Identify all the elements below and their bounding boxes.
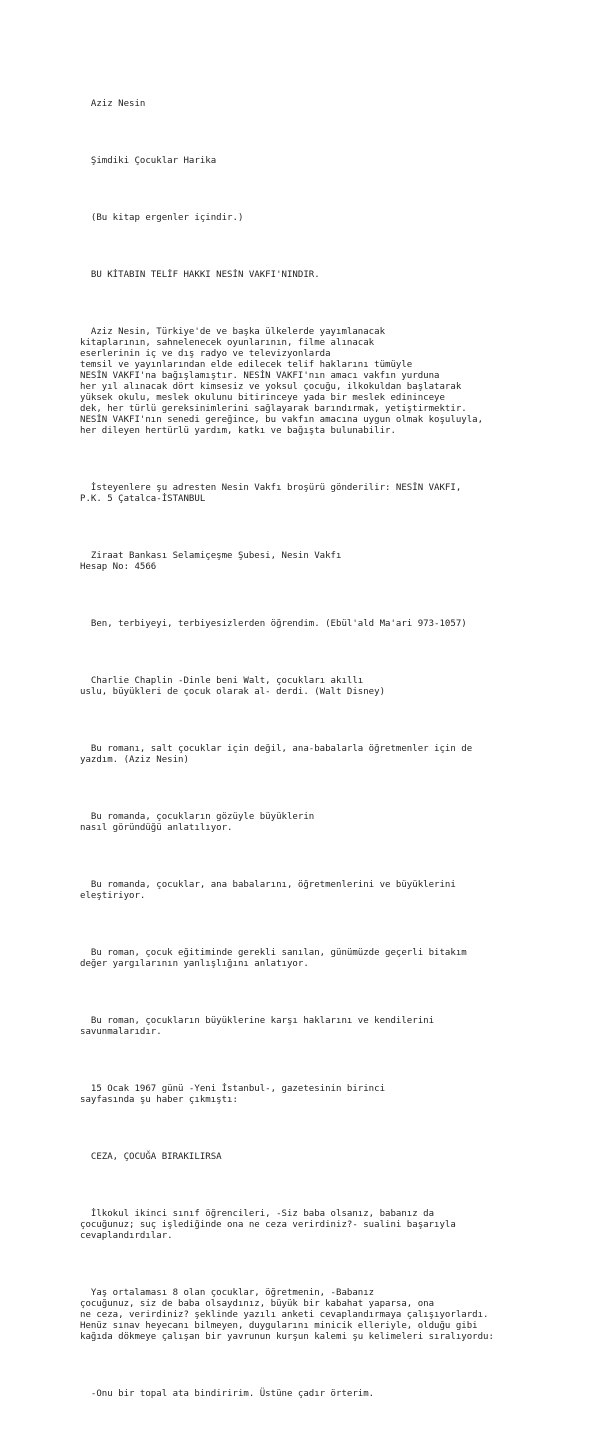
text-line: Aziz Nesin, Türkiye'de ve başka ülkelerde yayımlanacak [80, 327, 386, 337]
text-line: savunmalarıdır. [80, 1027, 162, 1037]
text-line: P.K. 5 Çatalca-İSTANBUL [80, 494, 206, 504]
book-title [80, 156, 600, 167]
epigraph-maari [80, 619, 600, 630]
text-line: BU KİTABIN TELİF HAKKI NESİN VAKFI'NINDIR. [80, 270, 320, 280]
text-line: Henüz sınav heyecanı bilmeyen, duygularını minicik elleriyle, olduğu gibi [80, 1321, 478, 1331]
novel-description-3 [80, 948, 600, 970]
text-line: eserlerinin iç ve dış radyo ve televizyonlarda [80, 349, 331, 359]
news-headline [80, 1152, 600, 1163]
text-line: (Bu kitap ergenler içindir.) [80, 213, 244, 223]
copyright-notice [80, 270, 600, 281]
text-line: çocuğunuz, siz de baba olsaydınız, büyük bir kabahat yaparsa, ona [80, 1299, 435, 1309]
text-line: Bu romanda, çocukların gözüyle büyüklerin [80, 812, 315, 822]
child-answer [80, 1389, 600, 1400]
text-line: Bu roman, çocuk eğitiminde gerekli sanılan, günümüzde geçerli bitakım [80, 948, 467, 958]
text-line: değer yargılarının yanlışlığını anlatıyor. [80, 959, 309, 969]
text-line: eleştiriyor. [80, 891, 146, 901]
text-line: her dileyen hertürlü yardım, katkı ve bağışta bulunabilir. [80, 426, 396, 436]
text-line: ne ceza, verirdiniz? şeklinde yazılı anketi cevaplandırmaya çalışıyorlardı. [80, 1310, 489, 1320]
text-line: dek, her türlü gereksinimlerini sağlayarak barındırmak, yetiştirmektir. [80, 404, 467, 414]
text-line: sayfasında şu haber çıkmıştı: [80, 1095, 238, 1105]
text-line: Bu romanı, salt çocuklar için değil, ana-babalarla öğretmenler için de [80, 744, 473, 754]
text-line: uslu, büyükleri de çocuk olarak al- derdi. (Walt Disney) [80, 687, 386, 697]
foundation-paragraph [80, 327, 600, 437]
novel-description-4 [80, 1016, 600, 1038]
text-line: Şimdiki Çocuklar Harika [80, 156, 217, 166]
text-line: İlkokul ikinci sınıf öğrencileri, -Siz baba olsanız, babanız da [80, 1209, 435, 1219]
epigraph-chaplin [80, 676, 600, 698]
audience-note [80, 213, 600, 224]
text-line: yüksek okulu, meslek okulunu bitirinceye yada bir meslek edininceye [80, 393, 445, 403]
text-line: CEZA, ÇOCUĞA BIRAKILIRSA [80, 1152, 222, 1162]
text-line: Yaş ortalaması 8 olan çocuklar, öğretmenin, -Babanız [80, 1288, 375, 1298]
text-line: Hesap No: 4566 [80, 562, 157, 572]
text-line: NESİN VAKFI'na bağışlamıştır. NESİN VAKFI'nın amacı vakfın yurduna [80, 371, 440, 381]
text-line: cevaplandırdılar. [80, 1231, 173, 1241]
text-line: İsteyenlere şu adresten Nesin Vakfı broşürü gönderilir: NESİN VAKFI, [80, 483, 462, 493]
text-line: kitaplarının, sahnelenecek oyunlarının, filme alınacak [80, 338, 375, 348]
text-line: çocuğunuz; suç işlediğinde ona ne ceza verirdiniz?- sualini başarıyla [80, 1220, 456, 1230]
bank-account [80, 551, 600, 573]
text-line: nasıl göründüğü anlatılıyor. [80, 823, 233, 833]
epigraph-nesin [80, 744, 600, 766]
document-page [80, 66, 600, 1435]
text-line: Charlie Chaplin -Dinle beni Walt, çocukları akıllı [80, 676, 364, 686]
text-line: Ben, terbiyeyi, terbiyesizlerden öğrendim. (Ebül'ald Ma'ari 973-1057) [80, 619, 467, 629]
brochure-address [80, 483, 600, 505]
text-line: NESİN VAKFI'nın senedi gereğince, bu vakfın amacına uygun olmak koşuluyla, [80, 415, 484, 425]
novel-description-2 [80, 880, 600, 902]
text-line: Aziz Nesin [80, 99, 146, 109]
news-paragraph-1 [80, 1209, 600, 1242]
text-line: her yıl alınacak dört kimsesiz ve yoksul çocuğu, ilkokuldan başlatarak [80, 382, 462, 392]
text-line: Ziraat Bankası Selamiçeşme Şubesi, Nesin Vakfı [80, 551, 342, 561]
news-intro [80, 1084, 600, 1106]
text-line: Bu roman, çocukların büyüklerine karşı haklarını ve kendilerini [80, 1016, 435, 1026]
text-line: yazdım. (Aziz Nesin) [80, 755, 189, 765]
text-line: kağıda dökmeye çalışan bir yavrunun kurşun kalemi şu kelimeleri sıralıyordu: [80, 1332, 494, 1342]
author-line [80, 99, 600, 110]
text-line: Bu romanda, çocuklar, ana babalarını, öğretmenlerini ve büyüklerini [80, 880, 456, 890]
text-line: 15 Ocak 1967 günü -Yeni İstanbul-, gazetesinin birinci [80, 1084, 386, 1094]
news-paragraph-2 [80, 1288, 600, 1343]
text-line: -Onu bir topal ata bindiririm. Üstüne çadır örterim. [80, 1389, 375, 1399]
text-line: temsil ve yayınlarından elde edilecek telif haklarını tümüyle [80, 360, 413, 370]
novel-description-1 [80, 812, 600, 834]
